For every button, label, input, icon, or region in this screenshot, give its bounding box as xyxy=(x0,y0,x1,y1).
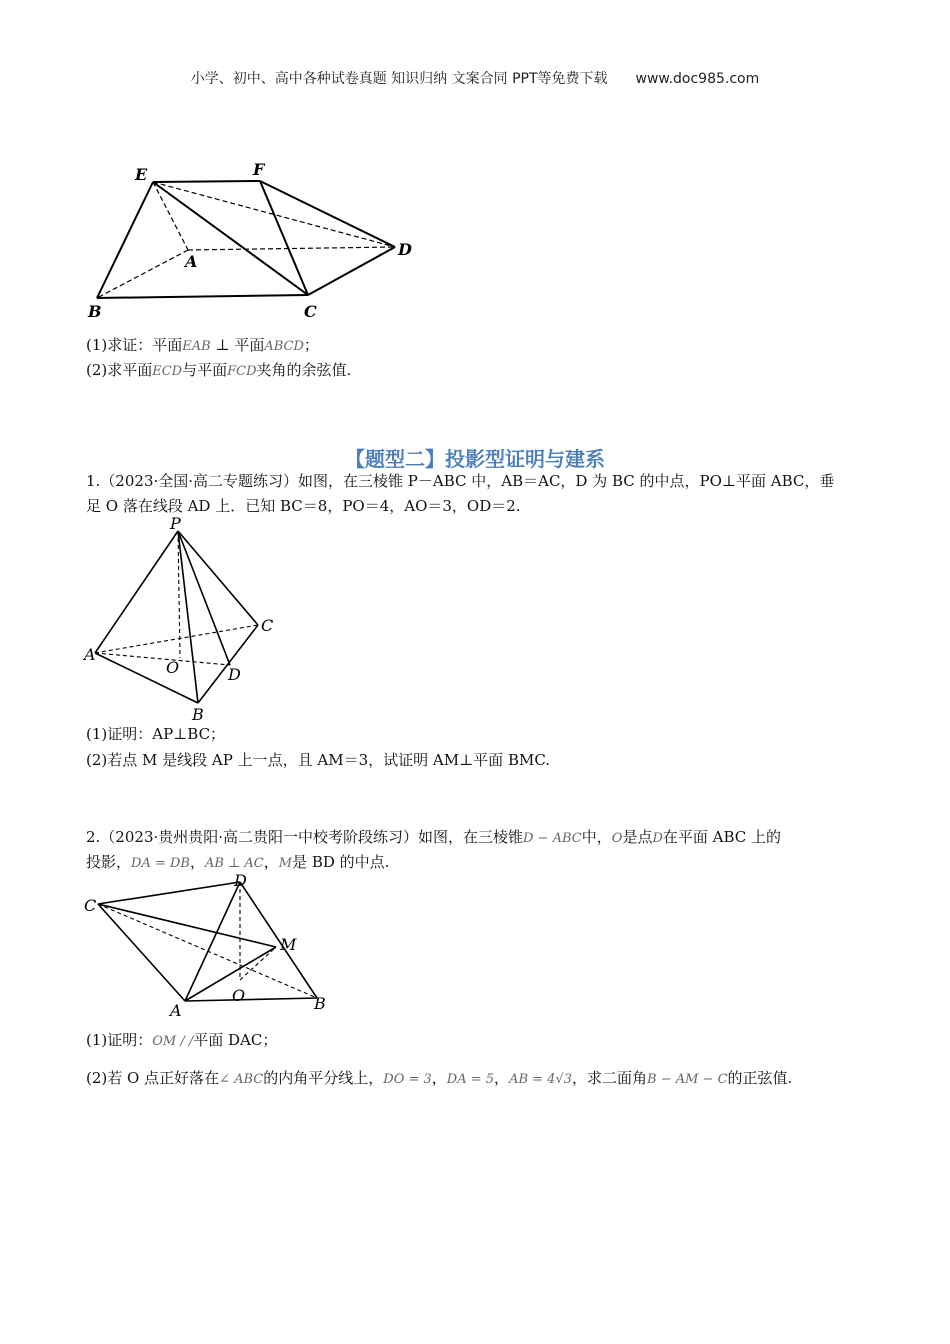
label-f: F xyxy=(253,160,265,179)
edge-db xyxy=(240,882,317,998)
figure-pyramid-pabc xyxy=(80,515,290,725)
q0-part1: (1)求证：平面EAB ⊥ 平面ABCD； xyxy=(86,336,319,354)
edge-bc xyxy=(198,625,258,703)
figure-prism-efabcd xyxy=(80,155,420,325)
label-a: A xyxy=(84,645,96,664)
edge-om xyxy=(240,947,276,980)
label-o: O xyxy=(166,658,180,677)
label-c: C xyxy=(304,302,317,321)
label-d: D xyxy=(234,871,247,890)
edge-cm xyxy=(98,904,276,947)
q2-line2: 投影，DA = DB，AB ⊥ AC，M是 BD 的中点. xyxy=(86,853,390,871)
label-p: P xyxy=(170,515,181,533)
edge-ad xyxy=(188,247,395,250)
edge-pc xyxy=(178,531,258,625)
label-a: A xyxy=(185,252,198,271)
figure-pyramid-dabc xyxy=(80,870,340,1020)
q2-part2: (2)若 O 点正好落在∠ ABC的内角平分线上，DO = 3，DA = 5，AB = 4√3，求二面角B − AM − C的正弦值. xyxy=(86,1069,793,1087)
edge-cd xyxy=(308,247,395,295)
q1-part2: (2)若点 M 是线段 AP 上一点，且 AM＝3，试证明 AM⊥平面 BMC. xyxy=(86,751,551,769)
label-d: D xyxy=(228,665,241,684)
label-m: M xyxy=(280,935,297,954)
label-a: A xyxy=(170,1001,182,1020)
label-d: D xyxy=(398,240,412,259)
label-b: B xyxy=(88,302,102,321)
label-b: B xyxy=(314,994,326,1013)
edge-ca xyxy=(98,904,185,1001)
label-c: C xyxy=(261,616,274,635)
q1-line1: 1.（2023·全国·高二专题练习）如图，在三棱锥 P－ABC 中，AB＝AC，D 为 BC 的中点，PO⊥平面 ABC，垂 xyxy=(86,472,835,490)
section-title: 【题型二】投影型证明与建系 xyxy=(345,447,605,471)
edge-cd xyxy=(98,882,240,904)
label-e: E xyxy=(135,165,148,184)
q2-line1: 2.（2023·贵州贵阳·高二贵阳一中校考阶段练习）如图，在三棱锥D − ABC中，O是点D在平面 ABC 上的 xyxy=(86,828,782,846)
edge-fd xyxy=(260,181,395,247)
edge-ac xyxy=(95,625,258,653)
page-header xyxy=(0,68,950,88)
q1-part1: (1)证明：AP⊥BC； xyxy=(86,725,226,743)
edge-da xyxy=(185,882,240,1001)
q1-line2: 足 O 落在线段 AD 上．已知 BC＝8，PO＝4，AO＝3，OD＝2. xyxy=(86,497,521,515)
edge-ef xyxy=(153,181,260,182)
edge-ab xyxy=(97,250,188,298)
edge-eb xyxy=(97,182,153,298)
edge-bc xyxy=(97,295,308,298)
q0-part2: (2)求平面ECD与平面FCD夹角的余弦值. xyxy=(86,361,352,379)
edge-ab xyxy=(185,998,317,1001)
q2-part1: (1)证明：OM / /平面 DAC； xyxy=(86,1031,278,1049)
label-c: C xyxy=(84,896,97,915)
edge-ea xyxy=(153,182,188,250)
label-o: O xyxy=(232,986,246,1005)
header-text: 小学、初中、高中各种试卷真题 知识归纳 文案合同 PPT等免费下载 xyxy=(190,71,608,87)
edge-pa xyxy=(95,531,178,653)
header-url[interactable]: www.doc985.com xyxy=(635,71,760,87)
label-b: B xyxy=(192,705,204,724)
